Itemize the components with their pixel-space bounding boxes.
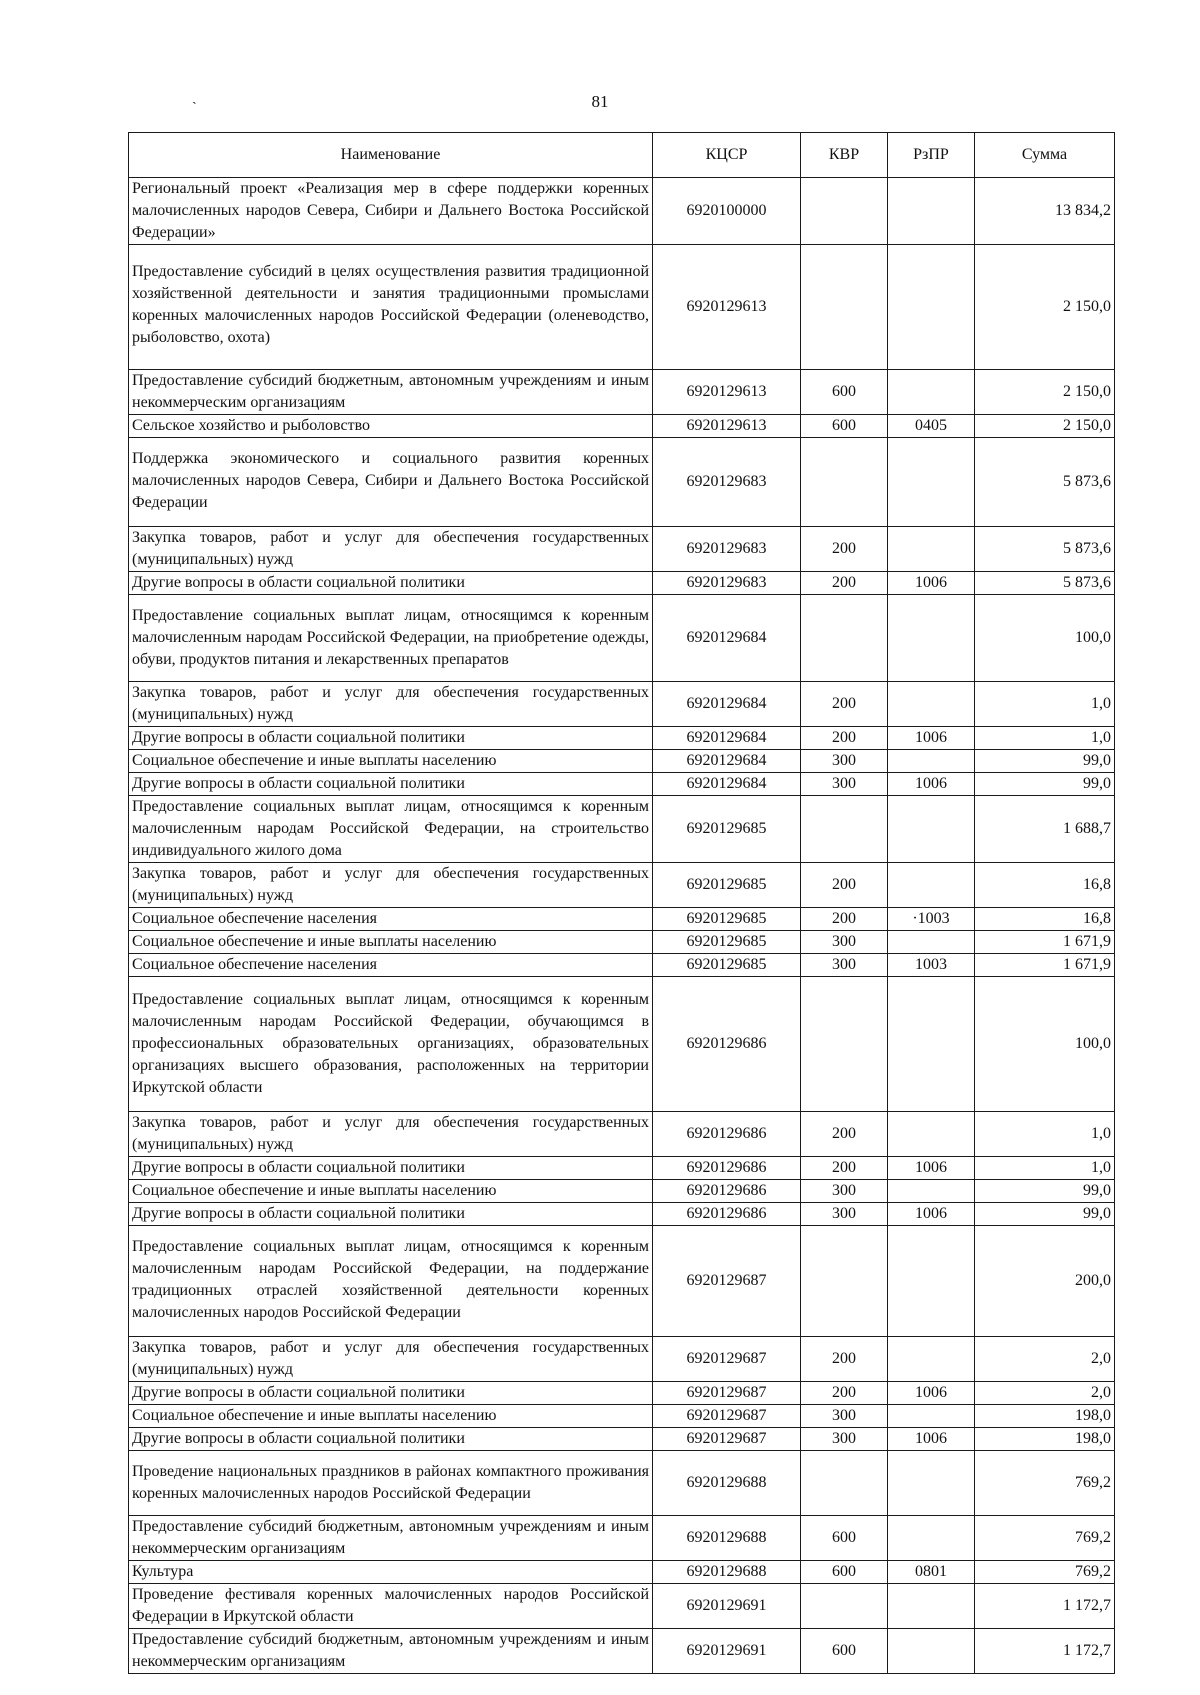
- row-kcsr-cell: 6920129685: [653, 931, 801, 954]
- row-kcsr-cell: 6920129686: [653, 1180, 801, 1203]
- row-rzpr-cell: 0801: [888, 1561, 975, 1584]
- row-sum-cell: 769,2: [975, 1561, 1115, 1584]
- table-row: [129, 682, 1115, 727]
- row-rzpr-cell: [888, 682, 975, 727]
- row-rzpr-cell: [888, 370, 975, 415]
- table-row: [129, 1226, 1115, 1337]
- row-rzpr-cell: [888, 245, 975, 370]
- table-row: [129, 750, 1115, 773]
- row-sum-cell: 2,0: [975, 1337, 1115, 1382]
- row-name-cell: Социальное обеспечение населения: [129, 908, 653, 931]
- row-kcsr-cell: 6920129685: [653, 908, 801, 931]
- row-sum-cell: 13 834,2: [975, 178, 1115, 245]
- row-name-cell: Проведение национальных праздников в районах компактного проживания коренных малочисленных народов Российской Федерации: [129, 1451, 653, 1516]
- row-kcsr-cell: 6920129684: [653, 595, 801, 682]
- row-kcsr-cell: 6920129687: [653, 1382, 801, 1405]
- row-name-cell: Социальное обеспечение населения: [129, 954, 653, 977]
- row-rzpr-cell: 1006: [888, 1157, 975, 1180]
- header-kcsr: КЦСР: [653, 133, 801, 178]
- row-sum-cell: 1,0: [975, 1157, 1115, 1180]
- row-name-cell: Другие вопросы в области социальной политики: [129, 1203, 653, 1226]
- table-row: [129, 572, 1115, 595]
- header-rzpr: РзПР: [888, 133, 975, 178]
- table-row: [129, 595, 1115, 682]
- row-sum-cell: 1 172,7: [975, 1629, 1115, 1674]
- row-kcsr-cell: 6920129685: [653, 863, 801, 908]
- page-number: 81: [591, 92, 609, 111]
- table-row: [129, 1451, 1115, 1516]
- row-name-cell: Проведение фестиваля коренных малочисленных народов Российской Федерации в Иркутской области: [129, 1584, 653, 1629]
- row-kcsr-cell: 6920129691: [653, 1584, 801, 1629]
- row-name-cell: Предоставление социальных выплат лицам, относящимся к коренным малочисленным народам Российской Федерации, на строительство индивидуального жилого дома: [129, 796, 653, 863]
- table-row: [129, 1629, 1115, 1674]
- row-sum-cell: 5 873,6: [975, 527, 1115, 572]
- row-kcsr-cell: 6920129684: [653, 682, 801, 727]
- row-rzpr-cell: [888, 977, 975, 1112]
- table-row: [129, 863, 1115, 908]
- table-row: [129, 1112, 1115, 1157]
- row-kcsr-cell: 6920129686: [653, 977, 801, 1112]
- row-kcsr-cell: 6920129685: [653, 954, 801, 977]
- row-kvr-cell: 200: [801, 1157, 888, 1180]
- row-rzpr-cell: 1006: [888, 1428, 975, 1451]
- row-kcsr-cell: 6920129683: [653, 527, 801, 572]
- row-kvr-cell: 300: [801, 1428, 888, 1451]
- row-name-cell: Другие вопросы в области социальной политики: [129, 1428, 653, 1451]
- row-kvr-cell: 200: [801, 863, 888, 908]
- table-row: [129, 1428, 1115, 1451]
- table-row: [129, 727, 1115, 750]
- row-name-cell: Региональный проект «Реализация мер в сфере поддержки коренных малочисленных народов Севера, Сибири и Дальнего Востока Российской Федерации»: [129, 178, 653, 245]
- row-name-cell: Социальное обеспечение и иные выплаты населению: [129, 1180, 653, 1203]
- row-name-cell: Другие вопросы в области социальной политики: [129, 1157, 653, 1180]
- table-row: [129, 415, 1115, 438]
- row-rzpr-cell: 0405: [888, 415, 975, 438]
- row-kcsr-cell: 6920129684: [653, 727, 801, 750]
- row-kcsr-cell: 6920129685: [653, 796, 801, 863]
- row-sum-cell: 1 671,9: [975, 931, 1115, 954]
- row-sum-cell: 1 671,9: [975, 954, 1115, 977]
- row-kvr-cell: 600: [801, 415, 888, 438]
- row-kcsr-cell: 6920129686: [653, 1112, 801, 1157]
- row-sum-cell: 1,0: [975, 727, 1115, 750]
- row-rzpr-cell: [888, 178, 975, 245]
- row-kvr-cell: [801, 1451, 888, 1516]
- row-name-cell: Культура: [129, 1561, 653, 1584]
- row-sum-cell: 5 873,6: [975, 438, 1115, 527]
- row-rzpr-cell: [888, 1584, 975, 1629]
- row-name-cell: Предоставление социальных выплат лицам, относящимся к коренным малочисленным народам Российской Федерации, на приобретение одежды, обуви, продуктов питания и лекарственных препаратов: [129, 595, 653, 682]
- row-sum-cell: 1 172,7: [975, 1584, 1115, 1629]
- row-kvr-cell: 300: [801, 750, 888, 773]
- row-kvr-cell: 200: [801, 527, 888, 572]
- row-kvr-cell: [801, 178, 888, 245]
- row-name-cell: Сельское хозяйство и рыболовство: [129, 415, 653, 438]
- row-rzpr-cell: 1006: [888, 572, 975, 595]
- row-kvr-cell: 200: [801, 1337, 888, 1382]
- row-rzpr-cell: [888, 1337, 975, 1382]
- row-name-cell: Социальное обеспечение и иные выплаты населению: [129, 750, 653, 773]
- table-row: [129, 908, 1115, 931]
- row-kvr-cell: 600: [801, 1516, 888, 1561]
- row-kvr-cell: 600: [801, 370, 888, 415]
- row-sum-cell: 2 150,0: [975, 370, 1115, 415]
- table-row: [129, 1157, 1115, 1180]
- row-kvr-cell: [801, 438, 888, 527]
- scan-mark: ˎ: [192, 90, 197, 105]
- row-name-cell: Предоставление социальных выплат лицам, относящимся к коренным малочисленным народам Российской Федерации, на поддержание традиционных отраслей хозяйственной деятельности коренных малочисленных народов Российской Федерации: [129, 1226, 653, 1337]
- table-row: [129, 977, 1115, 1112]
- row-kvr-cell: [801, 1226, 888, 1337]
- row-name-cell: Предоставление субсидий в целях осуществления развития традиционной хозяйственной деятельности и занятия традиционными промыслами коренных малочисленных народов Российской Федерации (оленеводство, рыболовство, охота): [129, 245, 653, 370]
- row-name-cell: Предоставление субсидий бюджетным, автономным учреждениям и иным некоммерческим организациям: [129, 1629, 653, 1674]
- row-kcsr-cell: 6920100000: [653, 178, 801, 245]
- row-kvr-cell: 300: [801, 773, 888, 796]
- row-kvr-cell: 200: [801, 572, 888, 595]
- row-kcsr-cell: 6920129687: [653, 1428, 801, 1451]
- row-rzpr-cell: [888, 796, 975, 863]
- row-kvr-cell: 200: [801, 682, 888, 727]
- row-sum-cell: 769,2: [975, 1516, 1115, 1561]
- table-row: [129, 1584, 1115, 1629]
- row-kcsr-cell: 6920129683: [653, 438, 801, 527]
- table-row: [129, 954, 1115, 977]
- row-sum-cell: 2,0: [975, 1382, 1115, 1405]
- row-kvr-cell: 300: [801, 954, 888, 977]
- row-rzpr-cell: [888, 1226, 975, 1337]
- row-rzpr-cell: 1006: [888, 727, 975, 750]
- row-sum-cell: 200,0: [975, 1226, 1115, 1337]
- row-kcsr-cell: 6920129684: [653, 773, 801, 796]
- row-kvr-cell: 200: [801, 908, 888, 931]
- row-kvr-cell: 600: [801, 1629, 888, 1674]
- row-rzpr-cell: [888, 527, 975, 572]
- row-kvr-cell: 200: [801, 1382, 888, 1405]
- row-sum-cell: 5 873,6: [975, 572, 1115, 595]
- row-kcsr-cell: 6920129613: [653, 245, 801, 370]
- table-row: [129, 1405, 1115, 1428]
- row-kvr-cell: 300: [801, 1180, 888, 1203]
- row-kvr-cell: 300: [801, 1203, 888, 1226]
- header-sum: Сумма: [975, 133, 1115, 178]
- row-kcsr-cell: 6920129688: [653, 1516, 801, 1561]
- row-kvr-cell: 600: [801, 1561, 888, 1584]
- row-sum-cell: 16,8: [975, 863, 1115, 908]
- row-sum-cell: 2 150,0: [975, 245, 1115, 370]
- table-row: [129, 1203, 1115, 1226]
- row-kcsr-cell: 6920129688: [653, 1451, 801, 1516]
- row-rzpr-cell: 1006: [888, 1203, 975, 1226]
- budget-table: [128, 132, 1115, 1674]
- row-sum-cell: 2 150,0: [975, 415, 1115, 438]
- row-sum-cell: 198,0: [975, 1405, 1115, 1428]
- row-sum-cell: 100,0: [975, 977, 1115, 1112]
- row-kvr-cell: 300: [801, 1405, 888, 1428]
- table-row: [129, 178, 1115, 245]
- row-kcsr-cell: 6920129684: [653, 750, 801, 773]
- row-rzpr-cell: [888, 863, 975, 908]
- row-rzpr-cell: 1006: [888, 1382, 975, 1405]
- row-sum-cell: 16,8: [975, 908, 1115, 931]
- row-name-cell: Другие вопросы в области социальной политики: [129, 1382, 653, 1405]
- row-rzpr-cell: [888, 1112, 975, 1157]
- row-rzpr-cell: [888, 595, 975, 682]
- table-row: [129, 370, 1115, 415]
- table-row: [129, 527, 1115, 572]
- row-sum-cell: 1,0: [975, 682, 1115, 727]
- row-rzpr-cell: 1006: [888, 773, 975, 796]
- row-rzpr-cell: [888, 1451, 975, 1516]
- header-kvr: КВР: [801, 133, 888, 178]
- row-name-cell: Закупка товаров, работ и услуг для обеспечения государственных (муниципальных) нужд: [129, 863, 653, 908]
- table-row: [129, 1337, 1115, 1382]
- row-kcsr-cell: 6920129691: [653, 1629, 801, 1674]
- row-name-cell: Предоставление субсидий бюджетным, автономным учреждениям и иным некоммерческим организациям: [129, 1516, 653, 1561]
- table-row: [129, 245, 1115, 370]
- row-kcsr-cell: 6920129613: [653, 415, 801, 438]
- row-sum-cell: 1,0: [975, 1112, 1115, 1157]
- row-name-cell: Социальное обеспечение и иные выплаты населению: [129, 931, 653, 954]
- row-rzpr-cell: ·1003: [888, 908, 975, 931]
- row-name-cell: Поддержка экономического и социального развития коренных малочисленных народов Севера, Сибири и Дальнего Востока Российской Федерации: [129, 438, 653, 527]
- row-kvr-cell: [801, 245, 888, 370]
- row-rzpr-cell: [888, 1405, 975, 1428]
- row-sum-cell: 100,0: [975, 595, 1115, 682]
- row-sum-cell: 769,2: [975, 1451, 1115, 1516]
- row-sum-cell: 99,0: [975, 750, 1115, 773]
- table-row: [129, 1516, 1115, 1561]
- row-name-cell: Закупка товаров, работ и услуг для обеспечения государственных (муниципальных) нужд: [129, 527, 653, 572]
- row-kcsr-cell: 6920129688: [653, 1561, 801, 1584]
- row-name-cell: Предоставление субсидий бюджетным, автономным учреждениям и иным некоммерческим организациям: [129, 370, 653, 415]
- table-row: [129, 773, 1115, 796]
- row-kcsr-cell: 6920129613: [653, 370, 801, 415]
- table-row: [129, 438, 1115, 527]
- row-name-cell: Закупка товаров, работ и услуг для обеспечения государственных (муниципальных) нужд: [129, 1337, 653, 1382]
- row-kcsr-cell: 6920129686: [653, 1203, 801, 1226]
- table-header-row: [129, 133, 1115, 178]
- row-kcsr-cell: 6920129687: [653, 1337, 801, 1382]
- row-kvr-cell: [801, 796, 888, 863]
- header-name: Наименование: [129, 133, 653, 178]
- row-rzpr-cell: 1003: [888, 954, 975, 977]
- row-sum-cell: 198,0: [975, 1428, 1115, 1451]
- row-rzpr-cell: [888, 1516, 975, 1561]
- table-body: [129, 178, 1115, 1674]
- row-name-cell: Закупка товаров, работ и услуг для обеспечения государственных (муниципальных) нужд: [129, 1112, 653, 1157]
- row-name-cell: Другие вопросы в области социальной политики: [129, 773, 653, 796]
- row-kvr-cell: [801, 1584, 888, 1629]
- row-rzpr-cell: [888, 1629, 975, 1674]
- row-sum-cell: 99,0: [975, 773, 1115, 796]
- row-kvr-cell: 300: [801, 931, 888, 954]
- row-kcsr-cell: 6920129687: [653, 1226, 801, 1337]
- row-rzpr-cell: [888, 438, 975, 527]
- row-name-cell: Предоставление социальных выплат лицам, относящимся к коренным малочисленным народам Российской Федерации, обучающимся в профессиональных образовательных организациях, образовательных организациях высшего образования, расположенных на территории Иркутской области: [129, 977, 653, 1112]
- row-sum-cell: 99,0: [975, 1180, 1115, 1203]
- row-name-cell: Другие вопросы в области социальной политики: [129, 727, 653, 750]
- row-rzpr-cell: [888, 931, 975, 954]
- row-kcsr-cell: 6920129687: [653, 1405, 801, 1428]
- table-row: [129, 796, 1115, 863]
- table-row: [129, 1561, 1115, 1584]
- row-kvr-cell: 200: [801, 1112, 888, 1157]
- row-name-cell: Закупка товаров, работ и услуг для обеспечения государственных (муниципальных) нужд: [129, 682, 653, 727]
- table-row: [129, 931, 1115, 954]
- row-name-cell: Другие вопросы в области социальной политики: [129, 572, 653, 595]
- row-name-cell: Социальное обеспечение и иные выплаты населению: [129, 1405, 653, 1428]
- row-kvr-cell: 200: [801, 727, 888, 750]
- row-sum-cell: 1 688,7: [975, 796, 1115, 863]
- row-kvr-cell: [801, 977, 888, 1112]
- row-rzpr-cell: [888, 750, 975, 773]
- table-row: [129, 1382, 1115, 1405]
- row-kcsr-cell: 6920129683: [653, 572, 801, 595]
- row-sum-cell: 99,0: [975, 1203, 1115, 1226]
- table-row: [129, 1180, 1115, 1203]
- row-kcsr-cell: 6920129686: [653, 1157, 801, 1180]
- row-rzpr-cell: [888, 1180, 975, 1203]
- row-kvr-cell: [801, 595, 888, 682]
